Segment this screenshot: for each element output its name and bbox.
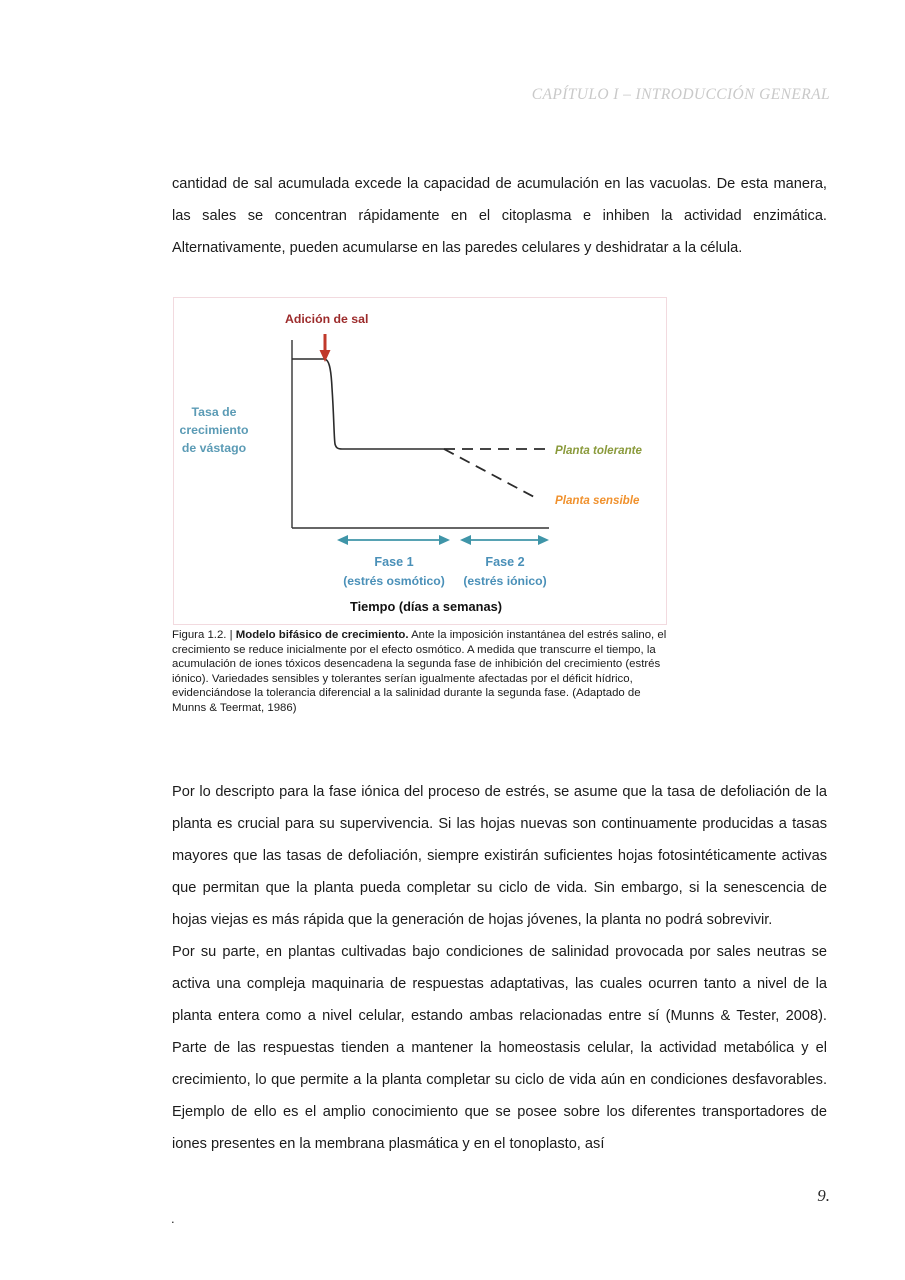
y-axis-label: Tasa de	[191, 405, 237, 419]
figure-caption	[172, 628, 672, 716]
phase-1-sublabel: (estrés osmótico)	[343, 574, 445, 588]
caption-text: Ante la imposición instantánea del estrés salino, el crecimiento se reduce inicialmente por el efecto osmótico. A medida que transcurre el tiempo, la acumulación de iones tóxicos desencadena la segunda fase de inhibición del crecimiento (estrés iónico). Variedades sensibles y tolerantes serían igualmente afectadas por el déficit hídrico, evidenciándose la tolerancia diferencial a la salinidad durante la segunda fase. (Adaptado de Munns & Teermat, 1986)	[172, 629, 667, 714]
sensitive-branch-line	[444, 449, 536, 498]
phase-2-arrow-icon	[460, 535, 549, 545]
caption-title: Modelo bifásico de crecimiento.	[235, 629, 409, 641]
growth-curve-solid	[292, 359, 444, 449]
trailing-mark: .	[171, 1211, 175, 1226]
paragraph-3: Por su parte, en plantas cultivadas bajo condiciones de salinidad provocada por sales neutras se activa una compleja maquinaria de respuestas adaptativas, las cuales ocurren tanto a nivel de la planta entera como a nivel celular, estando ambas relacionadas entre sí (Munns & Tester, 2008). Parte de las respuestas tienden a mantener la homeostasis celular, la actividad metabólica y el crecimiento, lo que permite a la planta completar su ciclo de vida aún en condiciones desfavorables. Ejemplo de ello es el amplio conocimiento que se posee sobre los diferentes transportadores de iones presentes en la membrana plasmática y en el tonoplasto, así	[172, 944, 827, 1152]
running-header: CAPÍTULO I – INTRODUCCIÓN GENERAL	[531, 86, 830, 103]
salt-addition-arrow-icon	[320, 334, 331, 362]
y-axis-label-line2: crecimiento	[179, 423, 249, 437]
y-axis-label-line3: de vástago	[181, 441, 247, 455]
phase-1-arrow-icon	[337, 535, 450, 545]
body-section-bottom	[172, 776, 827, 1160]
phase-1-label: Fase 1	[374, 555, 414, 569]
legend-planta-tolerante: Planta tolerante	[555, 444, 642, 457]
page-number: 9.	[817, 1186, 830, 1205]
phase-2-sublabel: (estrés iónico)	[463, 574, 547, 588]
biphasic-growth-chart	[174, 298, 665, 623]
legend-planta-sensible: Planta sensible	[555, 494, 640, 507]
figure-1-2	[173, 297, 667, 625]
paragraph-1: cantidad de sal acumulada excede la capacidad de acumulación en las vacuolas. De esta manera, las sales se concentran rápidamente en el citoplasma e inhiben la actividad enzimática. Alternativamente, pueden acumularse en las paredes celulares y deshidratar a la célula.	[172, 176, 827, 256]
body-section-top	[172, 168, 827, 264]
paragraph-2: Por lo descripto para la fase iónica del proceso de estrés, se asume que la tasa de defoliación de la planta es crucial para su supervivencia. Si las hojas nuevas son continuamente producidas a tasas mayores que las tasas de defoliación, siempre existirán suficientes hojas fotosintéticamente activas que permitan que la planta pueda completar su ciclo de vida. Sin embargo, si la senescencia de hojas viejas es más rápida que la generación de hojas jóvenes, la planta no podrá sobrevivir.	[172, 784, 827, 928]
caption-label: Figura 1.2. |	[172, 629, 236, 641]
phase-2-label: Fase 2	[485, 555, 525, 569]
x-axis-label: Tiempo (días a semanas)	[350, 599, 502, 614]
salt-addition-label: Adición de sal	[285, 312, 369, 326]
